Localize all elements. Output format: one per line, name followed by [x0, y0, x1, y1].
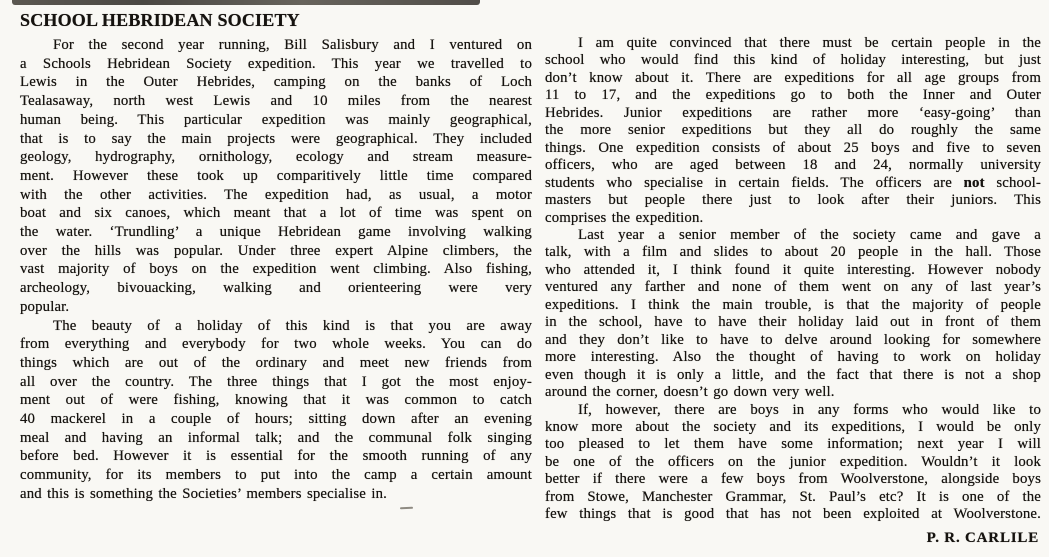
text-line: from everything and everybody for two whole weeks. You can do [20, 336, 532, 353]
text-line: geology, hydrography, ornithology, ecology and stream measure- [20, 149, 532, 166]
author-byline: P. R. CARLILE [926, 529, 1039, 546]
text-line: archeology, bivouacking, walking and orienteering were very [20, 280, 532, 297]
column-left [20, 0, 532, 504]
paragraph [545, 402, 1041, 524]
text-line: with the other activities. The expedition had, as usual, a motor [20, 186, 532, 203]
text-line: vast majority of boys on the expedition went climbing. Also fishing, [20, 261, 532, 278]
bold-text: not [963, 174, 985, 191]
text-line: officers, who are aged between 18 and 24, normally university [545, 157, 1041, 174]
text-line: before bed. However it is essential for the smooth running of any [20, 448, 532, 465]
text-line: that is to say the main projects were geographical. They included [20, 130, 532, 147]
text-line: in the school, have to have their holiday laid out in front of them [545, 314, 1041, 331]
text-line: 40 mackerel in a couple of hours; sitting down after an evening [20, 411, 532, 428]
text-line: talk, with a film and slides to about 20 people in the hall. Those [545, 244, 1041, 261]
text-line: Hebrides. Junior expeditions are rather more ‘easy-going’ than [545, 104, 1041, 121]
paragraph [20, 317, 532, 504]
text-line: all over the country. The three things that I got the most enjoy- [20, 373, 532, 390]
column-right [545, 0, 1041, 547]
text-line: over the hills was popular. Under three expert Alpine climbers, the [20, 242, 532, 259]
text-line: community, for its members to put into the camp a certain amount [20, 467, 532, 484]
text-line: too pleased to let them have some information; next year I will [545, 436, 1041, 453]
text-line: and this is something the Societies’ members specialise in. [20, 485, 388, 502]
text-line: ment out of were fishing, knowing that it was common to catch [20, 392, 532, 409]
text-line: who attended it, I think found it quite interesting. However nobody [545, 261, 1041, 278]
text-line: masters but people there just to look after their juniors. This [545, 192, 1041, 209]
text-line: and they don’t like to have to delve around looking for somewhere [545, 331, 1041, 348]
text-line: more interesting. Also the thought of having to work on holiday [545, 349, 1041, 366]
right-column-paragraphs [545, 35, 1041, 524]
text-line: human being. This particular expedition was mainly geographical, [20, 111, 532, 128]
text-line: comprises the expedition. [545, 209, 704, 226]
text-line: 11 to 17, and the expeditions go to both the Inner and Outer [545, 87, 1041, 104]
text-line: ventured any farther and none of them went on any of last year’s [545, 279, 1041, 296]
text-line: boat and six canoes, which meant that a lot of time was spent on [20, 205, 532, 222]
left-column-paragraphs [20, 36, 532, 504]
text-line: things. One expedition consists of about 25 boys and five to seven [545, 139, 1041, 156]
paragraph [545, 35, 1041, 227]
paragraph [20, 36, 532, 317]
text-line: be one of the officers on the junior expedition. Wouldn’t it look [545, 453, 1041, 470]
text-line: Lewis in the Outer Hebrides, camping on the banks of Loch [20, 74, 532, 91]
text-line: The beauty of a holiday of this kind is that you are away [53, 317, 532, 334]
text-line: meal and having an informal talk; and the communal folk singing [20, 429, 532, 446]
text-line: I am quite convinced that there must be certain people in the [578, 35, 1041, 51]
text-line: even though it is only a little, and the fact that there is not a shop [545, 366, 1041, 383]
text-line: the water. ‘Trundling’ a unique Hebridean game involving walking [20, 224, 532, 241]
text-line: For the second year running, Bill Salisbury and I ventured on [53, 37, 532, 53]
text-line: popular. [20, 298, 70, 315]
article-title: SCHOOL HEBRIDEAN SOCIETY [20, 10, 300, 30]
text-line: things which are out of the ordinary and meet new friends from [20, 354, 532, 371]
scan-artifact-dash [400, 507, 413, 509]
text-line: Last year a senior member of the society came and gave a [578, 226, 1041, 243]
text-line: ment. However these took up comparitively little time compared [20, 167, 532, 184]
text-line: don’t know about it. There are expeditions for all age groups from [545, 69, 1041, 86]
text-line: know more about the society and its expeditions, I would be only [545, 418, 1041, 435]
text-line: school who would find this kind of holiday interesting, but just [545, 52, 1041, 69]
text-line: around the corner, doesn’t go down very well. [545, 384, 835, 401]
paragraph [545, 227, 1041, 402]
text-line: few things that is good that has not been exploited at Woolverstone. [545, 506, 1041, 523]
text-line: expeditions. I think the main trouble, is that the majority of people [545, 296, 1041, 313]
text-line: from Stowe, Manchester Grammar, St. Paul’s etc? It is one of the [545, 488, 1041, 505]
text-line: students who specialise in certain fields. The officers are not school- [545, 174, 1041, 191]
text-line: better if there were a few boys from Woolverstone, alongside boys [545, 471, 1041, 488]
text-line: Tealasaway, north west Lewis and 10 miles from the nearest [20, 93, 532, 110]
text-line: If, however, there are boys in any forms who would like to [578, 401, 1041, 418]
text-line: a Schools Hebridean Society expedition. This year we travelled to [20, 55, 532, 72]
text-line: the more senior expeditions but they all do roughly the same [545, 122, 1041, 139]
